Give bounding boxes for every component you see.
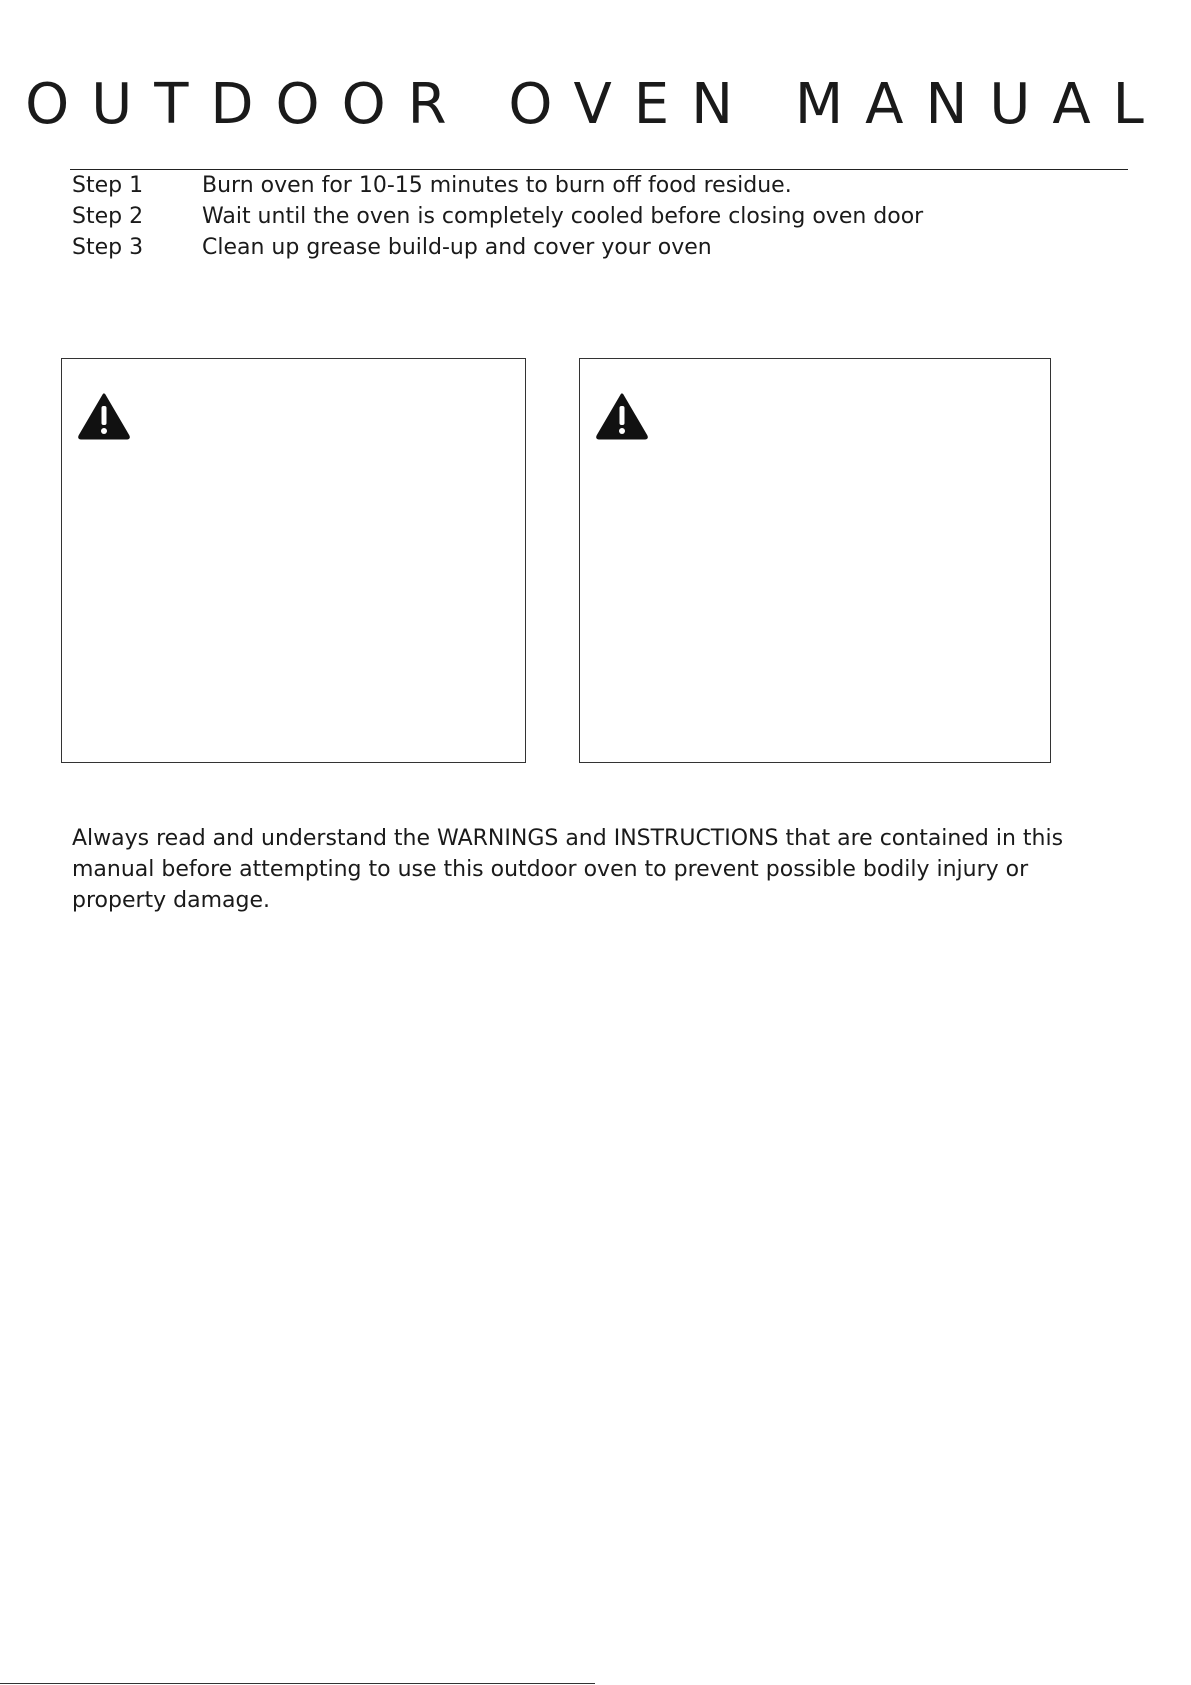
warning-box-right	[579, 358, 1051, 763]
step-item	[72, 170, 1132, 201]
step-label: Step 1	[72, 173, 144, 198]
safety-notice: Always read and understand the WARNINGS and INSTRUCTIONS that are contained in this manual before attempting to use this outdoor oven to prevent possible bodily injury or property damage.	[72, 826, 1064, 913]
step-item	[72, 201, 1132, 232]
step-label: Step 3	[72, 235, 144, 260]
step-item	[72, 232, 1132, 263]
warning-box-left	[61, 358, 526, 763]
step-label: Step 2	[72, 204, 144, 229]
step-text: Wait until the oven is completely cooled before closing oven door	[202, 204, 924, 229]
warning-icon	[77, 392, 131, 440]
step-text: Clean up grease build-up and cover your oven	[202, 235, 712, 260]
page-title: OUTDOOR OVEN MANUAL	[25, 72, 1166, 137]
warning-icon	[595, 392, 649, 440]
step-text: Burn oven for 10-15 minutes to burn off food residue.	[202, 173, 792, 198]
footer-divider	[0, 1683, 595, 1684]
steps-list	[72, 170, 1132, 263]
